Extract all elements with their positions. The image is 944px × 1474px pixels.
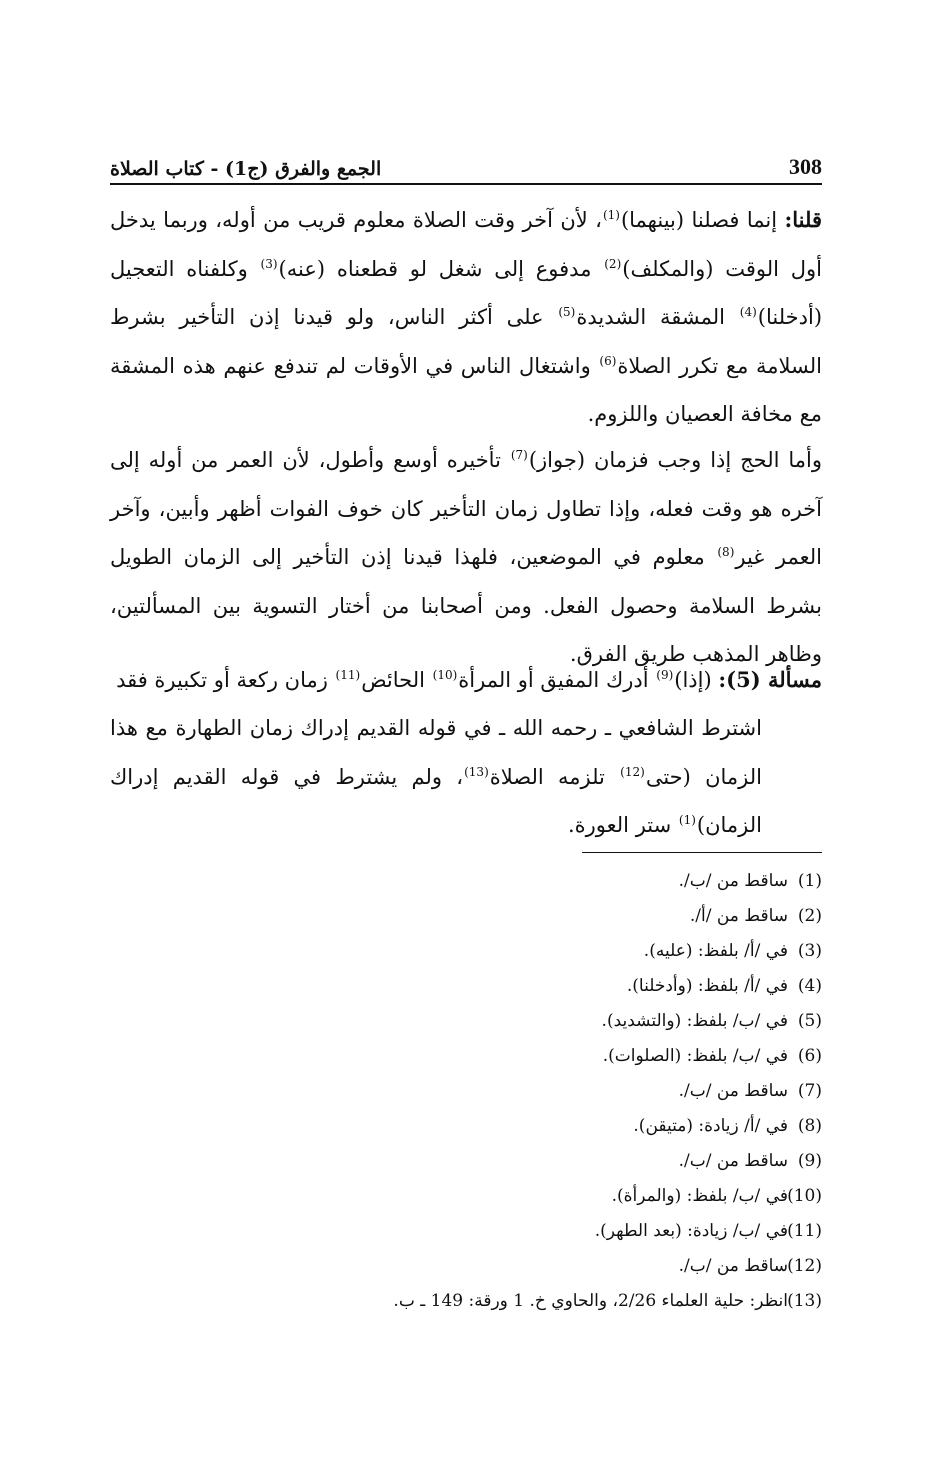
footnote-13 [222, 1284, 822, 1319]
footnote-ref[interactable]: (2) [604, 256, 622, 271]
footnote-ref[interactable]: (6) [599, 353, 617, 368]
footnote-number: (2) [797, 906, 822, 926]
text-run: الحائض [361, 668, 432, 692]
footnote-11 [222, 1214, 822, 1249]
text-run: زمان ركعة أو تكبيرة فقد [116, 668, 335, 692]
footnote-5 [222, 1004, 822, 1039]
text-run: أدرك المفيق أو المرأة [458, 668, 656, 692]
footnote-8 [222, 1109, 822, 1144]
footnote-number: (9) [797, 1151, 822, 1171]
masala-continuation [110, 704, 762, 850]
text-run: ستر العورة. [567, 813, 678, 837]
footnote-text: في /أ/ زيادة: (متيقن). [633, 1116, 788, 1136]
footnote-9 [222, 1144, 822, 1179]
footnote-text: في /ب/ بلفظ: (والمرأة). [611, 1186, 788, 1206]
text-run: وكلفناه التعجيل (أدخلنا) [110, 256, 823, 329]
text-run: (إذا) [674, 668, 719, 692]
footnote-12 [222, 1249, 822, 1284]
footnote-10 [222, 1179, 822, 1214]
text-run: اشترط الشافعي ـ رحمه الله ـ في قوله القديم إدراك زمان الطهارة مع هذا الزمان (حتى [110, 716, 762, 789]
footnote-2 [222, 899, 822, 934]
text-run: تأخيره أوسع وأطول، لأن العمر من أوله إلى آخره هو وقت فعله، وإذا تطاول زمان التأخير كان خوف الفوات أظهر وأبين، وآخر العمر غير [110, 448, 822, 569]
footnote-7 [222, 1074, 822, 1109]
masala-first-line [110, 656, 822, 705]
footnote-ref[interactable]: (1) [678, 813, 696, 827]
footnote-text: في /ب/ زيادة: (بعد الطهر). [594, 1221, 788, 1241]
footnote-text: ساقط من /أ/. [689, 906, 788, 926]
text-run: ، ولم يشترط في قوله القديم إدراك الزمان) [110, 764, 762, 837]
footnote-text: في /ب/ بلفظ: (الصلوات). [602, 1046, 788, 1066]
footnote-ref[interactable]: (3) [260, 256, 278, 271]
text-run: معلوم في الموضعين، فلهذا قيدنا إذن التأخير إلى الزمان الطويل بشرط السلامة وحصول الفعل. ومن أصحابنا من أختار التسوية بين المسألتين، وظاهر المذهب طريق الفرق. [110, 545, 822, 666]
text-run: على أكثر الناس، ولو قيدنا إذن التأخير بشرط السلامة مع تكرر الصلاة [110, 305, 822, 378]
footnote-text: انظر: حلية العلماء 2/26، والحاوي خ. 1 ورقة: 149 ـ ب. [393, 1291, 788, 1311]
footnote-4 [222, 969, 822, 1004]
text-run: واشتغال الناس في الأوقات لم تندفع عنهم هذه المشقة مع مخافة العصيان واللزوم. [110, 353, 822, 426]
footnote-ref[interactable]: (4) [739, 305, 757, 319]
text-run: ، لأن آخر وقت الصلاة معلوم قريب من أوله، وربما يدخل أول الوقت (والمكلف) [110, 208, 822, 281]
footnote-text: في /أ/ بلفظ: (عليه). [643, 941, 788, 961]
text-run: تلزمه الصلاة [489, 764, 620, 789]
footnote-separator [582, 852, 822, 853]
paragraph-label: قلنا: [784, 207, 822, 232]
footnote-3 [222, 934, 822, 969]
footnote-ref[interactable]: (9) [656, 668, 674, 682]
text-run: المشقة الشديدة [576, 305, 739, 329]
page-header [110, 140, 822, 180]
footnote-text: ساقط من /ب/. [678, 1081, 788, 1101]
footnote-number: (3) [797, 941, 822, 961]
running-title: الجمع والفرق (ج1) - كتاب الصلاة [110, 158, 382, 180]
footnote-ref[interactable]: (11) [335, 668, 361, 682]
masala-label: مسألة (5): [718, 667, 822, 692]
footnote-ref[interactable]: (13) [464, 764, 489, 779]
footnote-number: (8) [797, 1116, 822, 1136]
footnote-number: (11) [787, 1221, 822, 1241]
footnote-number: (6) [797, 1046, 822, 1066]
header-rule [110, 183, 822, 185]
text-run: إنما فصلنا (بينهما) [620, 208, 785, 232]
footnote-ref[interactable]: (12) [620, 764, 645, 779]
footnote-text: ساقط من /ب/. [678, 1256, 788, 1276]
paragraph-qulna [110, 196, 822, 439]
footnotes-list [222, 864, 822, 1319]
footnote-number: (7) [797, 1081, 822, 1101]
footnote-ref[interactable]: (7) [510, 448, 528, 462]
footnote-number: (1) [797, 871, 822, 891]
footnote-text: في /أ/ بلفظ: (وأدخلنا). [626, 976, 788, 996]
footnote-6 [222, 1039, 822, 1074]
footnote-number: (13) [787, 1291, 822, 1311]
text-run: مدفوع إلى شغل لو قطعناه (عنه) [278, 256, 604, 281]
footnote-ref[interactable]: (5) [558, 305, 576, 319]
footnote-number: (4) [797, 976, 822, 996]
footnote-ref[interactable]: (10) [432, 668, 458, 682]
footnote-number: (12) [787, 1256, 822, 1276]
text-run: وأما الحج إذا وجب فزمان (جواز) [528, 448, 822, 472]
footnote-number: (10) [787, 1186, 822, 1206]
footnote-number: (5) [797, 1011, 822, 1031]
footnote-text: ساقط من /ب/. [678, 871, 788, 891]
footnote-ref[interactable]: (1) [602, 208, 620, 222]
footnote-text: في /ب/ بلفظ: (والتشديد). [601, 1011, 788, 1031]
page-number: 308 [789, 154, 822, 179]
footnote-text: ساقط من /ب/. [678, 1151, 788, 1171]
footnote-1 [222, 864, 822, 899]
footnote-ref[interactable]: (8) [717, 545, 735, 559]
paragraph-hajj [110, 436, 822, 679]
